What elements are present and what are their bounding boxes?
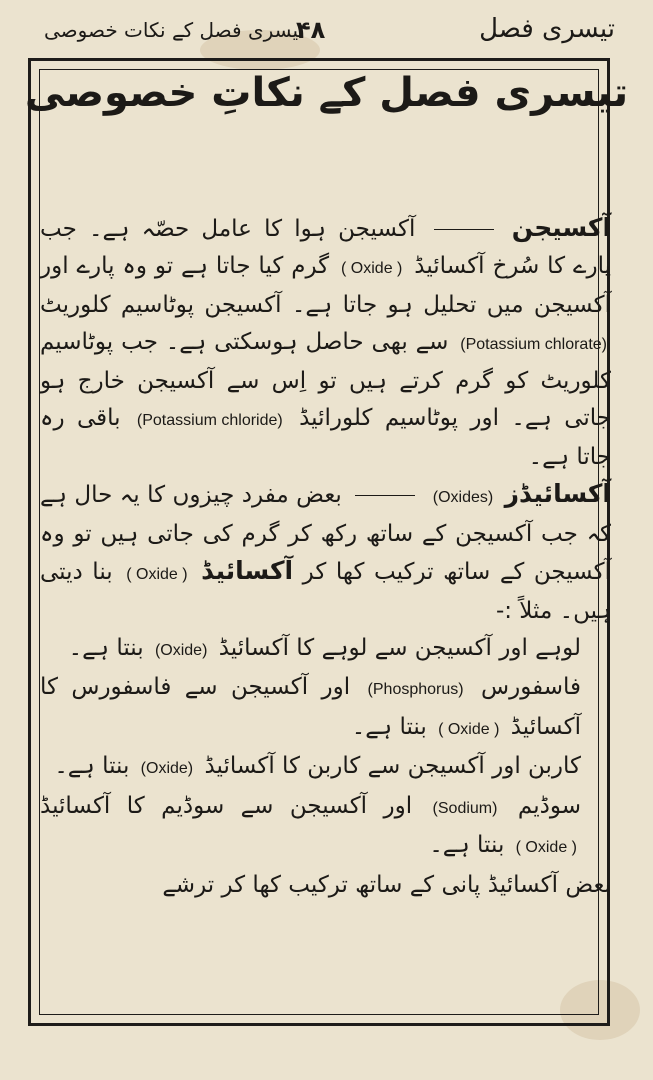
text: کاربن اور آکسیجن سے کاربن کا آکسائیڈ <box>204 753 581 779</box>
body-text <box>40 210 611 903</box>
example-iron <box>40 630 611 670</box>
latin-term: ( Oxide ) <box>515 839 577 856</box>
latin-term: (Potassium chloride) <box>136 411 283 429</box>
latin-term: (Phosphorus) <box>367 681 464 698</box>
example-carbon <box>40 748 611 788</box>
text: بنتا ہے۔ <box>351 713 427 740</box>
em-dash <box>355 495 415 496</box>
text: آکسیجن ہوا کا عامل حصّہ ہے۔ جب پارے کا سُرخ آکسائیڈ <box>40 216 611 279</box>
text: بنتا ہے۔ <box>54 753 130 779</box>
text: باقی رہ جاتا ہے۔ <box>40 404 611 470</box>
text: اور آکسیجن سے سوڈیم کا آکسائیڈ <box>40 792 413 819</box>
text: بعض آکسائیڈ پانی کے ساتھ ترکیب کھا کر ترشے <box>162 871 611 898</box>
text: لوہے اور آکسیجن سے لوہے کا آکسائیڈ <box>218 634 581 661</box>
latin-term: (Potassium chlorate) <box>460 335 607 353</box>
text: سے بھی حاصل ہوسکتی ہے۔ جب پوٹاسیم کلوریٹ کو گرم کرتے ہیں تو اِس سے آکسیجن خارج ہو جاتی ہے۔ اور پوٹاسیم کلورائیڈ <box>40 328 611 431</box>
example-sodium <box>40 788 611 867</box>
text: اور آکسیجن سے فاسفورس کا آکسائیڈ <box>40 674 581 740</box>
term-oxide-bold: آکسائیڈ <box>201 555 294 585</box>
running-header-right: تیسری فصل <box>479 14 615 44</box>
page-title: تیسری فصل کے نکاتِ خصوصی <box>24 70 629 116</box>
latin-term: ( Oxide ) <box>126 565 188 583</box>
text: سوڈیم <box>517 792 582 819</box>
paragraph-oxygen <box>40 210 611 476</box>
text: بنتا ہے۔ <box>429 832 505 858</box>
text: گرم کیا جاتا ہے تو وہ پارے اور آکسیجن میں تحلیل ہو جاتا ہے۔ آکسیجن پوٹاسیم کلوریٹ <box>40 252 611 318</box>
latin-term: (Sodium) <box>432 799 498 817</box>
running-header-left: تیسری فصل کے نکات خصوصی <box>44 18 305 42</box>
page-header <box>0 0 653 60</box>
term-oxygen: آکسیجن <box>511 213 612 242</box>
paragraph-oxides <box>40 476 611 630</box>
em-dash <box>434 229 494 230</box>
latin-term: ( Oxide ) <box>438 720 500 738</box>
latin-term: (Oxides) <box>432 488 494 506</box>
page-number: ۴۸ <box>296 16 326 44</box>
text: بعض مفرد چیزوں کا یہ حال ہے کہ جب آکسیجن کے ساتھ رکھ کر گرم کی جاتی ہیں تو وہ آکسیجن کے ساتھ ترکیب کھا کر <box>40 481 612 585</box>
term-oxides: آکسائیڈز <box>504 478 612 508</box>
text: بنا دیتی ہیں۔ مثلاً :- <box>40 558 611 624</box>
latin-term: ( Oxide ) <box>341 259 403 277</box>
paragraph-closing <box>40 867 611 904</box>
text: بنتا ہے۔ <box>68 634 144 661</box>
latin-term: (Oxide) <box>154 641 208 659</box>
example-phosphorus <box>40 669 611 748</box>
text: فاسفورس <box>481 674 581 700</box>
latin-term: (Oxide) <box>140 760 194 777</box>
